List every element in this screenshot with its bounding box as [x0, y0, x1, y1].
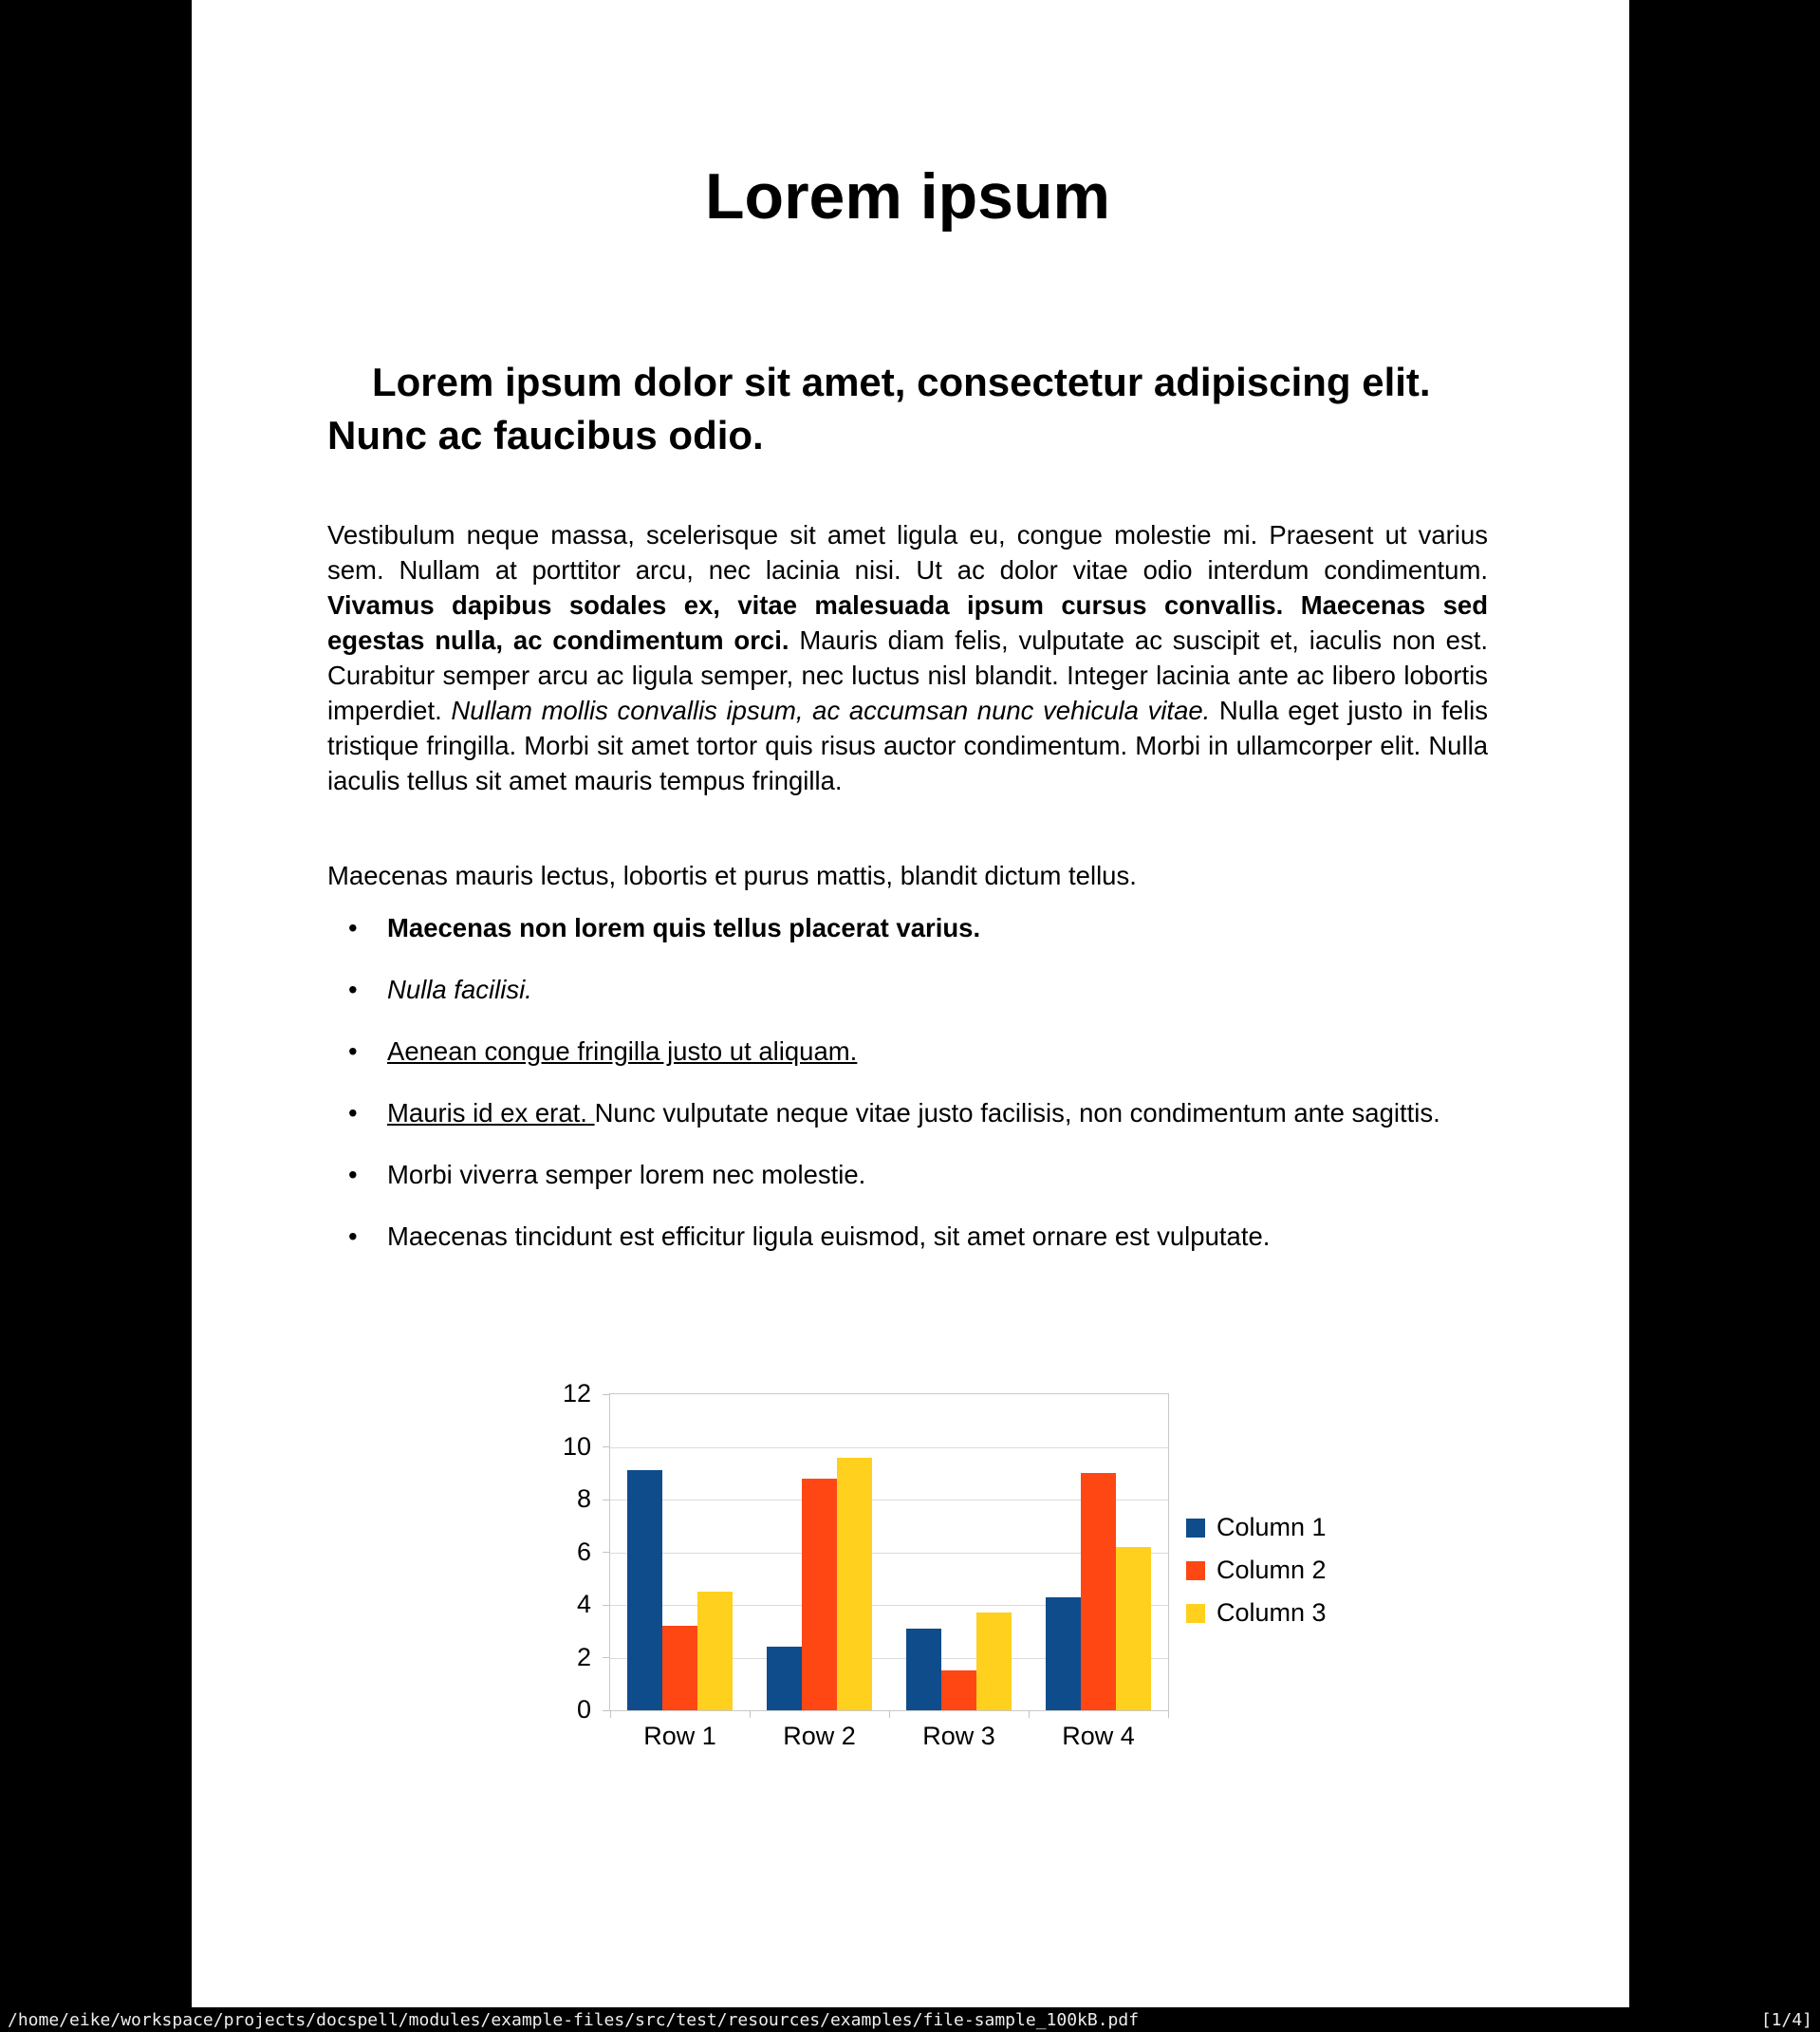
- x-axis-tick: [889, 1710, 890, 1718]
- y-axis-tick: [603, 1500, 610, 1501]
- bullet-item: [327, 1220, 1488, 1254]
- paragraph-segment: Nulla eget justo in felis tristique fringilla. Morbi sit amet tortor quis risus auctor condimentum. Morbi in ullamcorper elit. Nulla iaculis tellus sit amet mauris tempus fringilla.: [327, 696, 1488, 795]
- y-axis-label: 8: [576, 1484, 591, 1513]
- bullet-segment: Maecenas tincidunt est efficitur ligula euismod, sit amet ornare est vulputate.: [387, 1221, 1271, 1251]
- bullet-item: [327, 973, 1488, 1007]
- y-axis-label: 12: [562, 1379, 591, 1407]
- document-subtitle: Lorem ipsum dolor sit amet, consectetur adipiscing elit. Nunc ac faucibus odio.: [327, 360, 1431, 457]
- bullet-segment: Morbi viverra semper lorem nec molestie.: [387, 1160, 866, 1189]
- chart-bar: [1116, 1547, 1151, 1710]
- legend-item: [1186, 1556, 1327, 1585]
- bullet-segment: Nulla facilisi.: [387, 975, 532, 1004]
- chart-bar: [662, 1626, 697, 1710]
- chart-bar: [976, 1613, 1012, 1710]
- chart-legend: [1186, 1513, 1327, 1641]
- chart-bar: [697, 1592, 733, 1710]
- y-axis-label: 4: [576, 1590, 591, 1618]
- x-axis-label: Row 4: [1062, 1722, 1135, 1750]
- chart-bar: [1081, 1473, 1116, 1710]
- x-axis-tick: [1029, 1710, 1030, 1718]
- legend-swatch-column-3: [1186, 1604, 1205, 1623]
- x-axis-tick: [1168, 1710, 1169, 1718]
- bullet-item: [327, 1158, 1488, 1192]
- chart-bar: [1046, 1597, 1081, 1710]
- bullet-item: [327, 911, 1488, 945]
- y-axis-label: 0: [576, 1695, 591, 1724]
- y-axis-tick: [603, 1605, 610, 1606]
- y-axis-label: 10: [562, 1431, 591, 1461]
- y-axis-tick: [603, 1657, 610, 1658]
- file-path: /home/eike/workspace/projects/docspell/modules/example-files/src/test/resources/examples/file-sample_100kB.pdf: [8, 2009, 1140, 2030]
- y-axis-tick: [603, 1446, 610, 1447]
- chart-bar: [837, 1458, 872, 1710]
- x-axis-label: Row 2: [783, 1722, 856, 1750]
- bullet-segment: Aenean congue fringilla justo ut aliquam.: [387, 1036, 858, 1066]
- legend-label: Column 3: [1216, 1598, 1327, 1627]
- pdf-page: [192, 0, 1629, 2007]
- y-axis-label: 6: [576, 1537, 591, 1566]
- status-bar: [0, 2007, 1820, 2032]
- bullet-item: [327, 1096, 1488, 1130]
- chart-bar: [906, 1629, 941, 1710]
- paragraph-segment: Vivamus dapibus sodales ex, vitae malesuada ipsum cursus convallis. Maecenas sed egestas nulla, ac condimentum orci.: [327, 590, 1488, 655]
- legend-label: Column 1: [1216, 1513, 1327, 1541]
- legend-item: [1186, 1513, 1327, 1542]
- bullet-segment: Mauris id ex erat.: [387, 1098, 595, 1128]
- y-axis-tick: [603, 1710, 610, 1711]
- bar-chart-plot: [562, 1379, 1169, 1750]
- y-axis-tick: [603, 1394, 610, 1395]
- bullet-segment: Maecenas non lorem quis tellus placerat varius.: [387, 913, 981, 942]
- bullet-item: [327, 1035, 1488, 1069]
- x-axis-tick: [750, 1710, 751, 1718]
- gridline: [610, 1447, 1168, 1448]
- x-axis-label: Row 1: [643, 1722, 716, 1750]
- chart-bar: [767, 1647, 802, 1710]
- legend-swatch-column-1: [1186, 1519, 1205, 1538]
- page-indicator: [1/4]: [1760, 2009, 1812, 2030]
- paragraph-segment: Mauris diam felis, vulputate ac suscipit et, iaculis non est. Curabitur semper arcu ac ligula semper, nec luctus nisl blandit. Integer lacinia ante ac libero lobortis imperdiet.: [327, 625, 1488, 725]
- y-axis-label: 2: [576, 1642, 591, 1671]
- legend-swatch-column-2: [1186, 1561, 1205, 1580]
- chart-bar: [802, 1479, 837, 1710]
- bullet-segment: Nunc vulputate neque vitae justo facilisis, non condimentum ante sagittis.: [594, 1098, 1440, 1128]
- intro-line: Maecenas mauris lectus, lobortis et purus mattis, blandit dictum tellus.: [327, 861, 1137, 890]
- paragraph-segment: Vestibulum neque massa, scelerisque sit amet ligula eu, congue molestie mi. Praesent ut varius sem. Nullam at porttitor arcu, nec lacinia nisi. Ut ac dolor vitae odio interdum condimentum.: [327, 520, 1488, 585]
- paragraph-segment: Nullam mollis convallis ipsum, ac accumsan nunc vehicula vitae.: [451, 696, 1219, 725]
- x-axis-label: Row 3: [922, 1722, 995, 1750]
- bullet-list: [327, 911, 1488, 1281]
- y-axis-tick: [603, 1552, 610, 1553]
- chart-bar: [627, 1470, 662, 1710]
- chart-bar: [941, 1670, 976, 1710]
- body-paragraph: [327, 517, 1488, 798]
- x-axis-tick: [610, 1710, 611, 1718]
- document-title: Lorem ipsum: [705, 160, 1110, 233]
- legend-label: Column 2: [1216, 1556, 1327, 1584]
- legend-item: [1186, 1598, 1327, 1628]
